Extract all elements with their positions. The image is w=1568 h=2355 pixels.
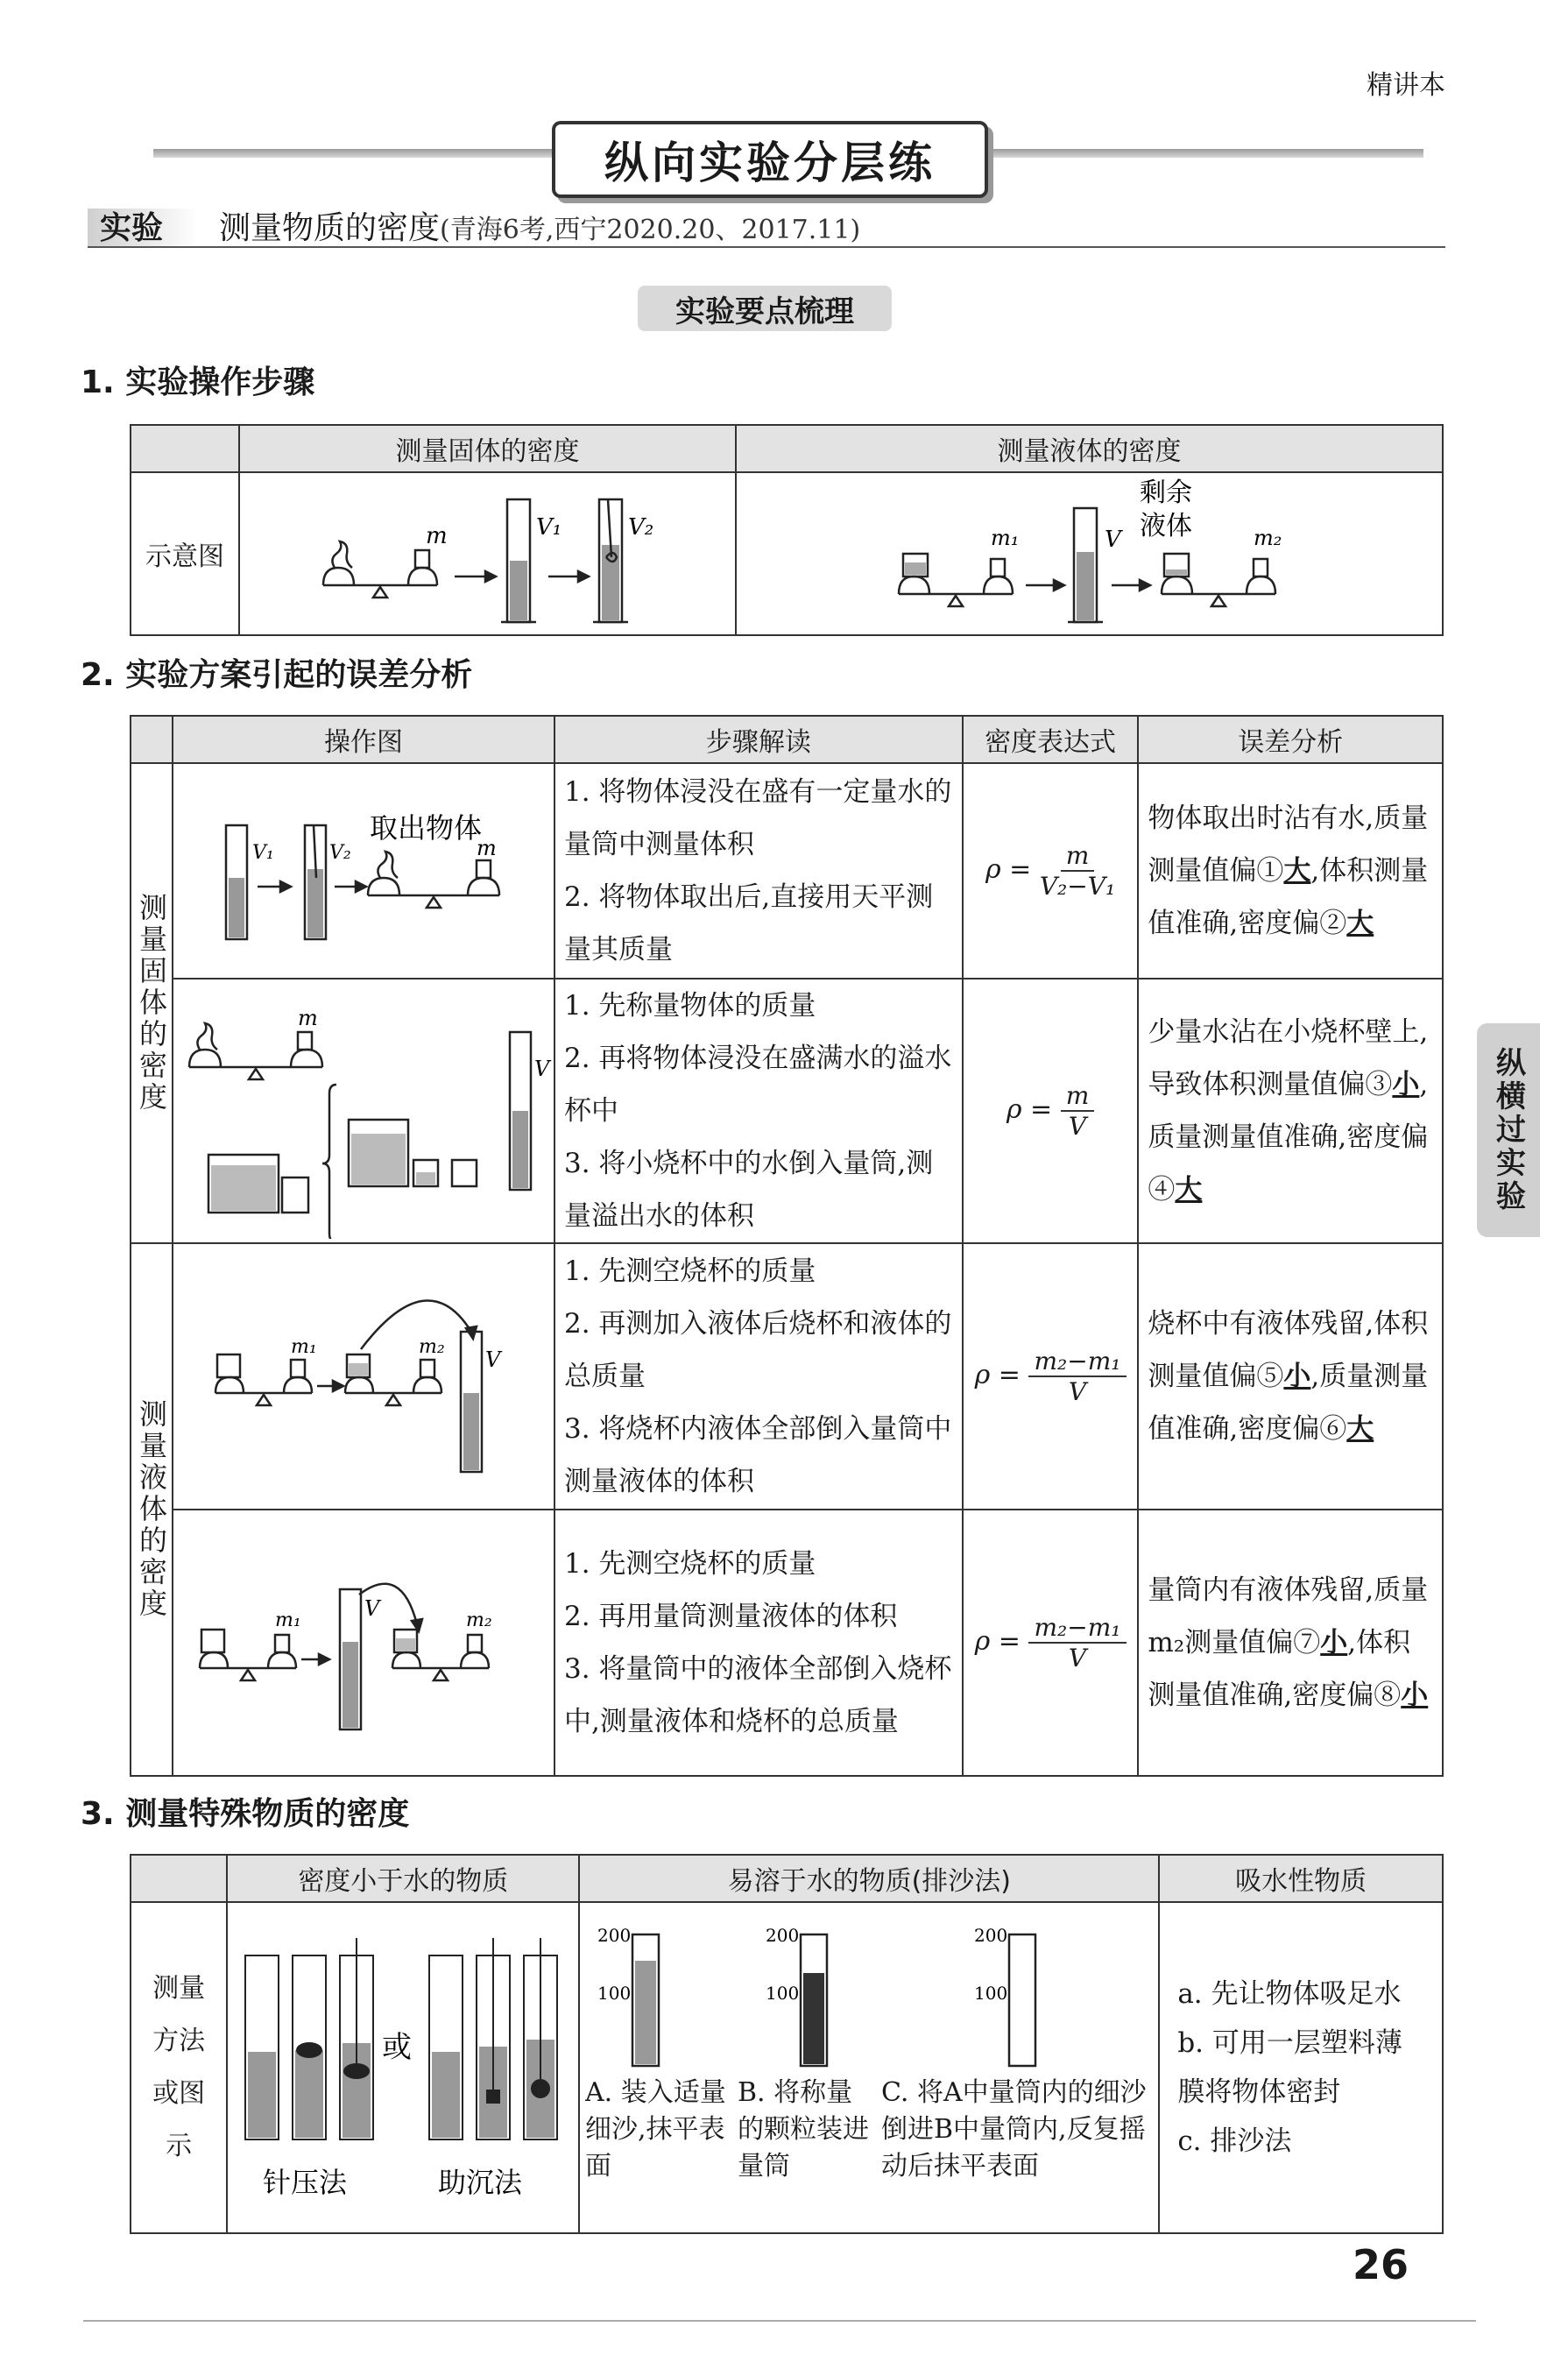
row1-illustration — [173, 764, 554, 974]
side-tab-label: 纵横过实验 — [1490, 1047, 1526, 1213]
key-points-pill: 实验要点梳理 — [638, 286, 892, 331]
row2-step-1: 1. 先称量物体的质量 — [564, 990, 816, 1022]
procedure-header-liquid: 测量液体的密度 — [736, 425, 1443, 472]
row4-answer-2: 小 — [1401, 1680, 1429, 1711]
book-label: 精讲本 — [1367, 70, 1445, 101]
error-header-formula: 密度表达式 — [963, 716, 1139, 763]
row2-analysis-mid: ,质量测量值准确,密度偏④ — [1148, 1069, 1429, 1206]
r4-label-v: V — [364, 1596, 380, 1621]
cyl-a-200: 200 — [597, 1925, 632, 1946]
take-out-label: 取出物体 — [370, 811, 483, 845]
row2-illustration — [173, 979, 554, 1239]
cyl-b-200: 200 — [766, 1925, 800, 1946]
cyl-b-100: 100 — [766, 1983, 800, 2004]
row3-step-3: 3. 将烧杯内液体全部倒入量筒中测量液体的体积 — [564, 1413, 952, 1497]
special-header-soluble: 易溶于水的物质(排沙法) — [579, 1855, 1159, 1902]
group-solid-label: 测量固体的密度 — [135, 893, 168, 1114]
special-row-label: 测量方法或图示 — [131, 1902, 227, 2233]
method-pin-label: 针压法 — [263, 2166, 348, 2199]
row2-analysis-pre: 少量水沾在小烧杯壁上,导致体积测量值偏③ — [1148, 1016, 1429, 1100]
light-substance-cell — [227, 1902, 579, 2233]
row2-answer-1: 小 — [1392, 1069, 1420, 1100]
row4-formula-lhs: ρ = — [974, 1626, 1021, 1657]
group-liquid-label: 测量液体的密度 — [135, 1399, 168, 1620]
row3-formula — [963, 1243, 1139, 1510]
light-substance-illustration — [228, 1903, 578, 2229]
special-header-blank — [131, 1855, 227, 1902]
row4-step-2: 2. 再用量筒测量液体的体积 — [564, 1601, 898, 1632]
row2-step-3: 3. 将小烧杯中的水倒入量筒,测量溢出水的体积 — [564, 1148, 934, 1232]
row3-step-1: 1. 先测空烧杯的质量 — [564, 1255, 816, 1287]
row3-analysis-pre: 烧杯中有液体残留,体积测量值偏⑤ — [1148, 1308, 1429, 1392]
section1-title: 1. 实验操作步骤 — [81, 364, 315, 400]
sand-step-b: B. 将称量的颗粒装进量筒 — [738, 2077, 870, 2182]
row1-diagram — [173, 763, 554, 979]
solid-balance-cylinder-illustration — [240, 473, 735, 631]
error-header-blank — [131, 716, 173, 763]
special-header-absorbent: 吸水性物质 — [1159, 1855, 1443, 1902]
absorbent-step-a: a. 先让物体吸足水 — [1177, 1978, 1402, 2010]
row3-formula-den: V — [1068, 1377, 1087, 1406]
row1-steps — [554, 763, 963, 979]
row3-diagram — [173, 1243, 554, 1510]
row3-answer-1: 小 — [1283, 1361, 1311, 1392]
label-m: m — [426, 523, 448, 549]
row4-analysis-pre: 量筒内有液体残留,质量m₂测量值偏⑦ — [1148, 1574, 1429, 1658]
row1-answer-2: 大 — [1346, 908, 1374, 939]
experiment-heading — [88, 203, 860, 248]
row2-answer-2: 大 — [1175, 1174, 1203, 1206]
row4-answer-1: 小 — [1320, 1627, 1348, 1658]
error-header-analysis: 误差分析 — [1138, 716, 1443, 763]
r3-label-v: V — [485, 1347, 501, 1372]
procedure-header-solid: 测量固体的密度 — [239, 425, 736, 472]
row4-steps — [554, 1510, 963, 1776]
row1-formula-num: m — [1061, 841, 1095, 872]
row3-analysis — [1138, 1243, 1443, 1510]
row3-answer-2: 大 — [1346, 1413, 1374, 1445]
section2-title: 2. 实验方案引起的误差分析 — [81, 657, 473, 693]
row4-analysis-mid: ,体积测量值准确,密度偏⑧ — [1148, 1627, 1411, 1711]
label-v2: V₂ — [628, 514, 654, 541]
absorbent-step-c: c. 排沙法 — [1177, 2125, 1292, 2157]
row3-step-2: 2. 再测加入液体后烧杯和液体的总质量 — [564, 1308, 952, 1392]
row3-formula-lhs: ρ = — [974, 1360, 1021, 1390]
heading-rule — [88, 246, 1445, 248]
r3-label-m1: m₁ — [291, 1336, 317, 1358]
soluble-substance-cell — [579, 1902, 1159, 2233]
footer-rule — [83, 2320, 1476, 2322]
method-sinker-label: 助沉法 — [438, 2166, 523, 2199]
or-label: 或 — [382, 2030, 413, 2065]
diagram-row-label: 示意图 — [131, 472, 239, 635]
row1-analysis-pre: 物体取出时沾有水,质量测量值偏① — [1148, 803, 1429, 887]
row2-steps — [554, 979, 963, 1243]
procedure-header-blank — [131, 425, 239, 472]
procedure-table — [130, 424, 1444, 636]
row4-step-3: 3. 将量筒中的液体全部倒入烧杯中,测量液体和烧杯的总质量 — [564, 1653, 952, 1737]
error-header-steps: 步骤解读 — [554, 716, 963, 763]
experiment-source: (青海6考,西宁2020.20、2017.11) — [440, 215, 861, 245]
liquid-balance-cylinder-illustration — [737, 473, 1442, 631]
row2-diagram — [173, 979, 554, 1243]
row2-formula-num: m — [1061, 1081, 1095, 1112]
solid-procedure-diagram — [239, 472, 736, 635]
section3-title: 3. 测量特殊物质的密度 — [81, 1796, 410, 1832]
row4-formula-num: m₂−m₁ — [1028, 1613, 1126, 1644]
page-banner-title: 纵向实验分层练 — [552, 121, 988, 198]
r1-label-m: m — [477, 836, 497, 860]
label-residual-line1: 剩余 — [1140, 477, 1192, 508]
liquid-procedure-diagram — [736, 472, 1443, 635]
group-solid-label-cell — [131, 763, 173, 1243]
r3-label-m2: m₂ — [419, 1336, 445, 1358]
r2-label-v: V — [534, 1057, 550, 1081]
row4-analysis — [1138, 1510, 1443, 1776]
experiment-title: 测量物质的密度 — [219, 210, 441, 246]
group-liquid-label-cell — [131, 1243, 173, 1776]
row1-answer-1: 大 — [1283, 855, 1311, 887]
r1-label-v1: V₁ — [252, 842, 274, 864]
row4-step-1: 1. 先测空烧杯的质量 — [564, 1548, 816, 1580]
row1-formula — [963, 763, 1139, 979]
label-v1: V₁ — [536, 514, 562, 541]
absorbent-step-b: b. 可用一层塑料薄膜将物体密封 — [1177, 2027, 1402, 2108]
error-analysis-table — [130, 715, 1444, 1777]
sand-method-illustration — [580, 1903, 1158, 2229]
row1-formula-den: V₂−V₁ — [1039, 872, 1116, 901]
row3-steps — [554, 1243, 963, 1510]
label-m2: m₂ — [1254, 526, 1282, 550]
sand-step-c: C. 将A中量筒内的细沙倒进B中量筒内,反复摇动后抹平表面 — [881, 2077, 1147, 2182]
cyl-c-200: 200 — [974, 1925, 1008, 1946]
row3-formula-num: m₂−m₁ — [1028, 1347, 1126, 1377]
row1-formula-lhs: ρ = — [985, 854, 1032, 885]
label-m1: m₁ — [991, 526, 1020, 550]
row3-analysis-mid: ,质量测量值准确,密度偏⑥ — [1148, 1361, 1429, 1445]
row1-analysis-mid: ,体积测量值准确,密度偏② — [1148, 855, 1429, 939]
row4-formula-den: V — [1068, 1644, 1087, 1673]
row2-formula — [963, 979, 1139, 1243]
row2-formula-den: V — [1068, 1112, 1087, 1141]
sand-step-a: A. 装入适量细沙,抹平表面 — [585, 2077, 727, 2182]
row4-diagram — [173, 1510, 554, 1776]
special-header-light: 密度小于水的物质 — [227, 1855, 579, 1902]
absorbent-substance-cell — [1159, 1902, 1443, 2233]
label-residual-line2: 液体 — [1140, 511, 1192, 541]
row1-step-2: 2. 将物体取出后,直接用天平测量其质量 — [564, 881, 934, 965]
experiment-tag: 实验 — [88, 209, 198, 248]
cyl-c-100: 100 — [974, 1983, 1008, 2004]
r4-label-m2: m₂ — [466, 1609, 492, 1631]
r4-label-m1: m₁ — [275, 1609, 301, 1631]
label-v: V — [1105, 527, 1121, 553]
row3-illustration — [173, 1244, 554, 1505]
error-header-diagram: 操作图 — [173, 716, 554, 763]
row1-step-1: 1. 将物体浸没在盛有一定量水的量筒中测量体积 — [564, 776, 952, 860]
side-tab[interactable] — [1477, 1023, 1540, 1237]
page-number: 26 — [1352, 2241, 1409, 2288]
row2-analysis — [1138, 979, 1443, 1243]
row1-analysis — [1138, 763, 1443, 979]
special-substance-table — [130, 1854, 1444, 2234]
r2-label-m: m — [298, 1006, 318, 1030]
row2-step-2: 2. 再将物体浸没在盛满水的溢水杯中 — [564, 1043, 952, 1127]
row2-formula-lhs: ρ = — [1006, 1094, 1053, 1125]
row4-illustration — [173, 1510, 554, 1772]
r1-label-v2: V₂ — [329, 842, 351, 864]
row4-formula — [963, 1510, 1139, 1776]
cyl-a-100: 100 — [597, 1983, 632, 2004]
